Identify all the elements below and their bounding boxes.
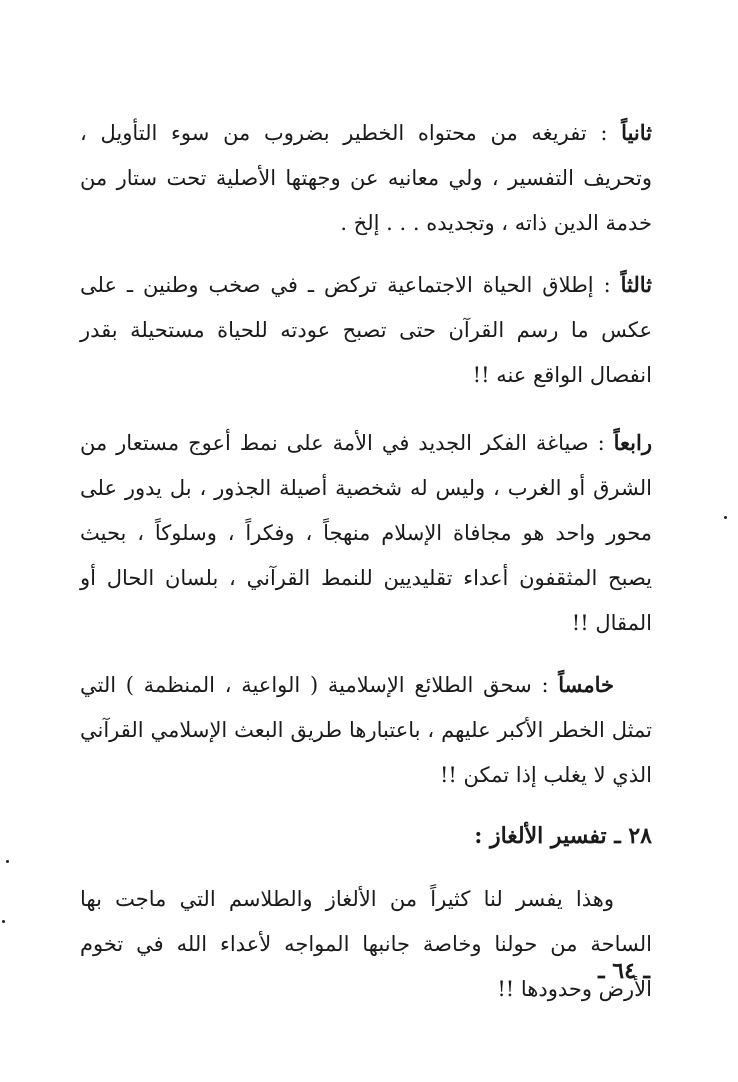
margin-mark (6, 860, 9, 863)
paragraph-lead: خامساً (558, 672, 614, 697)
paragraph-lead: رابعاً (613, 430, 652, 455)
paragraph-lead: ثانياً (621, 120, 652, 145)
paragraph-lead: ثالثاً (620, 272, 652, 297)
paragraph-fifth (80, 662, 652, 798)
page-body (80, 110, 652, 1028)
margin-mark (2, 920, 5, 923)
paragraph-fourth (80, 420, 652, 646)
paragraph-text: : سحق الطلائع الإسلامية ( الواعية ، المنظمة ) التي تمثل الخطر الأكبر عليهم ، باعتبارها طريق البعث الإسلامي القرآني الذي لا يغلب إذا تمكن !! (80, 673, 652, 787)
paragraph-text: : صياغة الفكر الجديد في الأمة على نمط أعوج مستعار من الشرق أو الغرب ، وليس له شخصية أصيلة الجذور ، بل يدور على محور واحد هو مجافاة الإسلام منهجاً ، وفكراً ، وسلوكاً ، بحيث يصبح المثقفون أعداء تقليديين للنمط القرآني ، بلسان الحال أو المقال !! (80, 431, 652, 635)
section-heading: ٢٨ ـ تفسير الألغاز : (474, 823, 652, 849)
paragraph-text: : تفريغه من محتواه الخطير بضروب من سوء التأويل ، وتحريف التفسير ، ولي معانيه عن وجهتها الأصلية تحت ستار من خدمة الدين ذاته ، وتجديده . . . إلخ . (80, 121, 652, 235)
margin-mark (724, 516, 727, 519)
page-number: ـ ٦٤ ـ (598, 958, 650, 984)
paragraph-text: : إطلاق الحياة الاجتماعية تركض ـ في صخب وطنين ـ على عكس ما رسم القرآن حتى تصبح عودته للحياة مستحيلة بقدر انفصال الواقع عنه !! (80, 273, 652, 387)
paragraph-second (80, 110, 652, 246)
paragraph-third (80, 262, 652, 398)
section-paragraph: وهذا يفسر لنا كثيراً من الألغاز والطلاسم التي ماجت بها الساحة من حولنا وخاصة جانبها المواجه لأعداء الله في تخوم الأرض وحدودها !! (80, 887, 652, 1001)
